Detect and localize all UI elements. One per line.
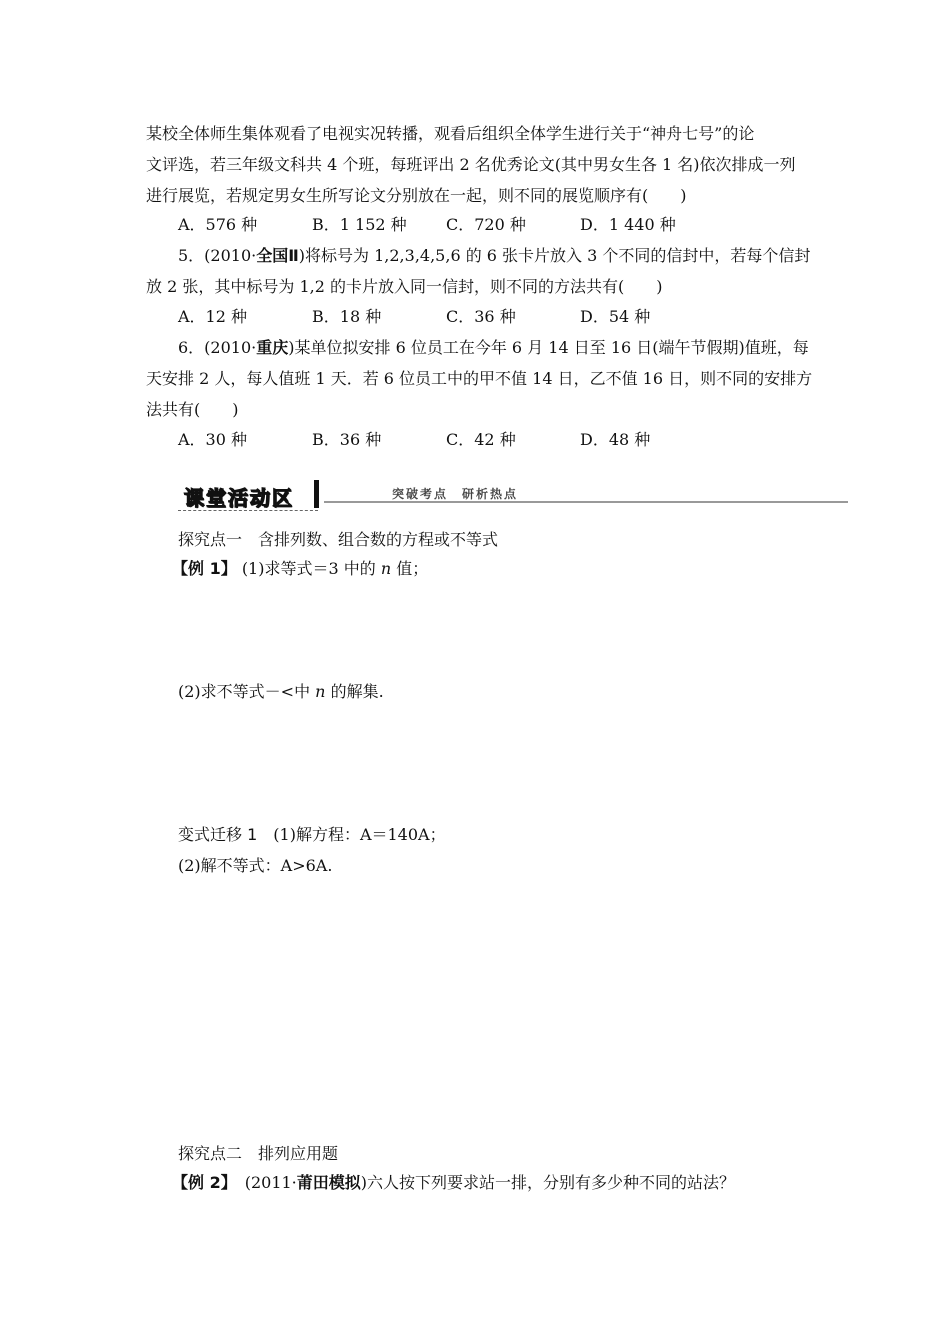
example2-source: 莆田模拟 [296,1173,361,1192]
problem4-line3: 进行展览，若规定男女生所写论文分别放在一起，则不同的展览顺序有( ) [146,186,687,205]
banner-divider [314,480,319,508]
choice-c: C．36 种 [446,307,516,326]
example2-tag: 【例 2】 [172,1173,229,1192]
choice-b: B．1 152 种 [312,215,407,234]
section2-heading: 探究点二 排列应用题 [178,1144,339,1163]
problem5-number: 5．(2010· [178,246,257,265]
problem6-text: )某单位拟安排 6 位员工在今年 6 月 14 日至 16 日(端午节假期)值班，每 [288,338,809,357]
variant1-text: (1)解方程：A＝140A； [257,825,446,844]
choice-a: A．576 种 [178,215,258,234]
problem4-line1: 某校全体师生集体观看了电视实况转播，观看后组织全体学生进行关于“神舟七号”的论 [146,124,755,143]
banner-dashed-underline [178,510,318,511]
choice-c: C．42 种 [446,430,516,449]
example1-part1-text: (1)求等式＝3 中的 [241,559,381,578]
example1-part2-text: (2)求不等式－<中 [178,682,316,701]
example1-part2-end: 的解集. [325,682,384,701]
choice-c: C．720 种 [446,215,526,234]
problem6-number: 6．(2010· [178,338,257,357]
choice-d: D．48 种 [580,430,651,449]
section-banner [178,476,848,520]
example1-part1 [172,559,428,579]
problem5-line1 [178,246,810,266]
problem6-source: 重庆 [256,338,289,357]
example2-prefix: (2011· [228,1173,297,1192]
example2-line [172,1173,735,1193]
example1-tag: 【例 1】 [172,559,237,578]
choice-a: A．12 种 [178,307,248,326]
choice-a: A．30 种 [178,430,248,449]
example2-text: )六人按下列要求站一排，分别有多少种不同的站法？ [360,1173,736,1192]
problem5-text: )将标号为 1,2,3,4,5,6 的 6 张卡片放入 3 个不同的信封中，若每个信封 [298,246,811,265]
banner-subtitle: 突破考点 研析热点 [392,487,519,501]
variable-n: n [380,559,392,578]
choice-b: B．36 种 [312,430,382,449]
variant1-line1 [178,825,446,845]
choice-d: D．54 种 [580,307,651,326]
variant1-line2: (2)解不等式：A>6A. [178,856,333,875]
problem6-line1 [178,338,809,358]
banner-title: 课堂活动区 [184,486,294,510]
section1-heading: 探究点一 含排列数、组合数的方程或不等式 [178,530,499,549]
problem5-source: 全国Ⅱ [256,246,299,265]
problem6-line3: 法共有( ) [146,400,239,419]
problem6-line2: 天安排 2 人，每人值班 1 天．若 6 位员工中的甲不值 14 日，乙不值 16 日，则不同的安排方 [146,369,813,388]
choice-d: D．1 440 种 [580,215,676,234]
example1-part1-end: 值； [391,559,429,578]
variable-n: n [315,682,326,701]
problem5-line2: 放 2 张，其中标号为 1,2 的卡片放入同一信封，则不同的方法共有( ) [146,277,663,296]
choice-b: B．18 种 [312,307,382,326]
example1-part2 [178,682,384,702]
variant1-label: 变式迁移 1 [178,825,258,844]
problem4-line2: 文评选，若三年级文科共 4 个班，每班评出 2 名优秀论文(其中男女生各 1 名)依次排成一列 [146,155,796,174]
